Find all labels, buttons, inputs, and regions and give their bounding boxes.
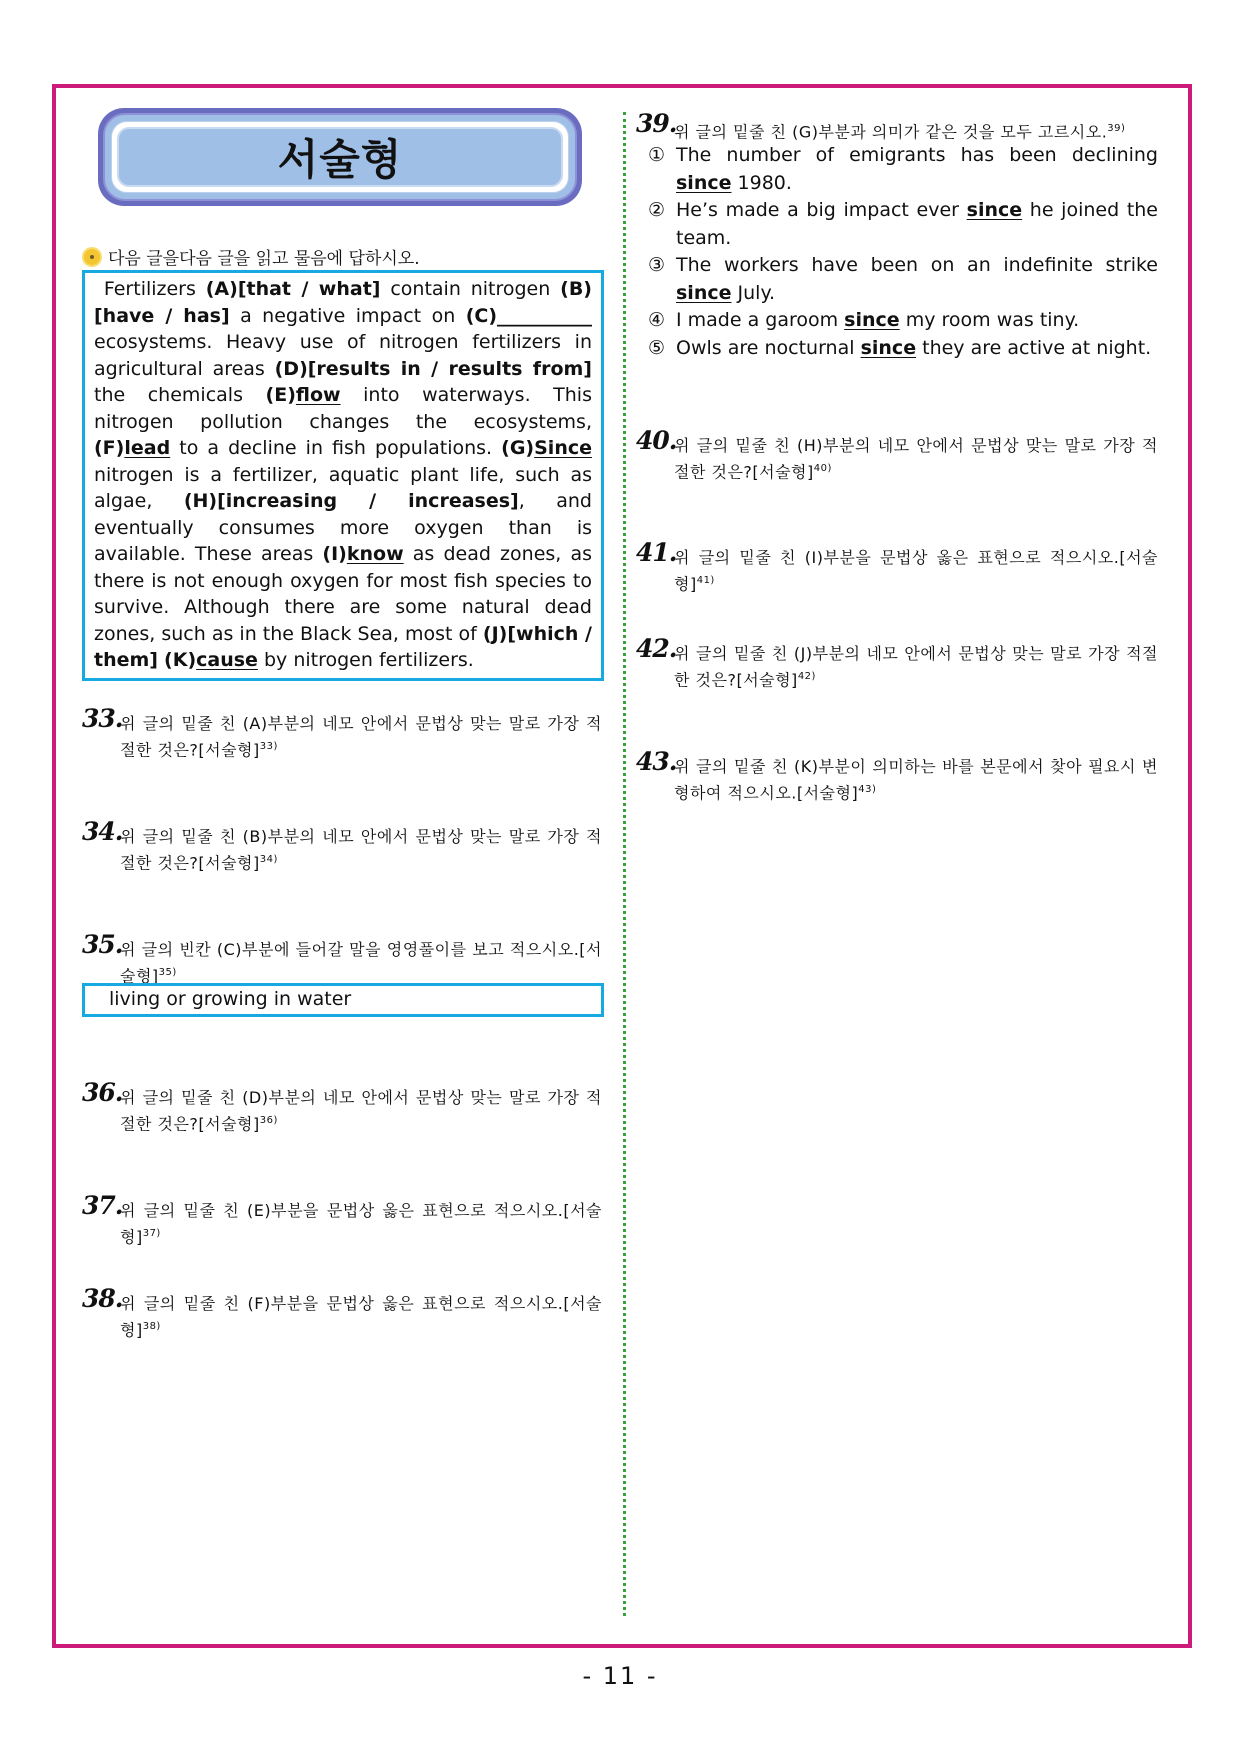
- page-number: - 11 -: [582, 1662, 658, 1690]
- footnote-ref: 33): [259, 741, 278, 752]
- option-text: The workers have been on an indefinite strike since July.: [676, 254, 1158, 304]
- option-text: He’s made a big impact ever since he joined the team.: [676, 199, 1159, 249]
- option-text: The number of emigrants has been declining since 1980.: [676, 144, 1158, 194]
- passage-text: contain nitrogen: [380, 278, 561, 300]
- footnote-ref: 40): [813, 463, 832, 474]
- instruction: [84, 244, 420, 269]
- question-text: 위 글의 밑줄 친 (A)부분의 네모 안에서 문법상 맞는 말로 가장 적절한 것은?[서술형]: [120, 714, 602, 760]
- question-text: 위 글의 빈칸 (C)부분에 들어갈 말을 영영풀이를 보고 적으시오.[서술형]: [120, 940, 602, 986]
- question-33: [82, 704, 602, 761]
- instruction-text: 다음 글을다음 글을 읽고 물음에 답하시오.: [108, 249, 420, 269]
- option-1: [648, 142, 1158, 197]
- question-text: 위 글의 밑줄 친 (H)부분의 네모 안에서 문법상 맞는 말로 가장 적절한 것은?[서술형]: [674, 436, 1158, 482]
- bold-choice: (H)[increasing / increases]: [183, 490, 519, 512]
- bold-choice: (K): [164, 649, 197, 671]
- footnote-ref: 39): [1107, 123, 1126, 134]
- flower-bullet-icon: [84, 249, 100, 265]
- question-text: 위 글의 밑줄 친 (D)부분의 네모 안에서 문법상 맞는 말로 가장 적절한 것은?[서술형]: [120, 1088, 602, 1134]
- reading-passage: [82, 270, 604, 681]
- passage-text: as dead zones, as there is not enough oxygen for most fish species to survive. Although there are some natural dead zones, such as in the Black Sea, most of: [94, 543, 592, 645]
- option-3: [648, 252, 1158, 307]
- bold-choice: (J)[which / them]: [94, 622, 592, 671]
- option-marker: ①: [648, 144, 666, 166]
- option-text: I made a garoom since my room was tiny.: [676, 309, 1080, 331]
- bold-choice: (B)[have / has]: [94, 278, 592, 327]
- question-39: [636, 109, 1158, 143]
- bold-choice: (I): [322, 543, 347, 565]
- question-text: 위 글의 밑줄 친 (E)부분을 문법상 옳은 표현으로 적으시오.[서술형]: [120, 1201, 602, 1247]
- question-number: 35.: [82, 930, 123, 959]
- passage-text: ecosystems. Heavy use of nitrogen fertilizers in agricultural areas: [94, 331, 592, 380]
- option-text: Owls are nocturnal since they are active at night.: [676, 336, 1152, 359]
- question-number: 43.: [636, 747, 677, 776]
- bold-choice: (D)[results in / results from]: [274, 357, 592, 380]
- keyword-since: since: [676, 281, 732, 304]
- question-number: 38.: [82, 1284, 123, 1313]
- question-35: [82, 930, 602, 987]
- question-34: [82, 817, 602, 874]
- option-marker: ⑤: [648, 336, 666, 359]
- footnote-ref: 35): [158, 967, 177, 978]
- keyword-since: since: [860, 336, 917, 359]
- question-text: 위 글의 밑줄 친 (G)부분과 의미가 같은 것을 모두 고르시오.: [674, 122, 1108, 142]
- question-37: [82, 1191, 602, 1248]
- passage-text: to a decline in fish populations.: [170, 437, 502, 459]
- column-divider: [623, 112, 626, 1616]
- bold-choice: (F): [94, 437, 125, 459]
- option-marker: ④: [648, 309, 666, 331]
- question-41: [636, 538, 1158, 595]
- footnote-ref: 38): [142, 1321, 161, 1332]
- question-number: 41.: [636, 538, 677, 567]
- passage-text: Fertilizers: [94, 278, 206, 300]
- footnote-ref: 34): [259, 854, 278, 865]
- question-text: 위 글의 밑줄 친 (F)부분을 문법상 옳은 표현으로 적으시오.[서술형]: [120, 1294, 602, 1340]
- question-36: [82, 1078, 602, 1135]
- passage-text: a negative impact on: [229, 304, 466, 327]
- question-number: 36.: [82, 1078, 123, 1107]
- bold-choice: (C)__________: [465, 304, 592, 327]
- underlined-target: Since: [534, 437, 592, 459]
- option-4: [648, 307, 1158, 335]
- passage-text: into waterways. This nitrogen pollution changes the ecosystems,: [94, 384, 592, 433]
- passage-text: , and eventually consumes more oxygen than is available. These areas: [94, 490, 592, 565]
- option-5: [648, 335, 1158, 363]
- question-42: [636, 634, 1158, 691]
- footnote-ref: 36): [259, 1115, 278, 1126]
- question-number: 40.: [636, 426, 677, 455]
- question-text: 위 글의 밑줄 친 (B)부분의 네모 안에서 문법상 맞는 말로 가장 적절한 것은?[서술형]: [120, 827, 602, 873]
- bold-choice: (E): [265, 384, 296, 406]
- underlined-target: flow: [295, 384, 341, 406]
- question-number: 39.: [636, 109, 677, 138]
- footnote-ref: 37): [142, 1228, 161, 1239]
- section-title-banner: [98, 108, 582, 206]
- passage-text: the chemicals: [94, 384, 266, 406]
- bold-choice: (A)[that / what]: [205, 278, 381, 300]
- passage-text: nitrogen is a fertilizer, aquatic plant life, such as algae,: [94, 463, 592, 512]
- option-marker: ③: [648, 254, 666, 276]
- question-text: 위 글의 밑줄 친 (K)부분이 의미하는 바를 본문에서 찾아 필요시 변형하여 적으시오.[서술형]: [674, 757, 1158, 803]
- option-marker: ②: [648, 199, 666, 221]
- section-title: 서술형: [117, 127, 563, 187]
- keyword-since: since: [676, 171, 732, 194]
- underlined-target: cause: [196, 649, 258, 671]
- question-38: [82, 1284, 602, 1341]
- question-40: [636, 426, 1158, 483]
- answer-options: [648, 142, 1158, 362]
- question-43: [636, 747, 1158, 804]
- question-text: 위 글의 밑줄 친 (I)부분을 문법상 옳은 표현으로 적으시오.[서술형]: [674, 548, 1158, 594]
- question-text: 위 글의 밑줄 친 (J)부분의 네모 안에서 문법상 맞는 말로 가장 적절한 것은?[서술형]: [674, 644, 1158, 690]
- keyword-since: since: [966, 199, 1023, 221]
- underlined-target: lead: [124, 437, 171, 459]
- footnote-ref: 42): [797, 671, 816, 682]
- option-2: [648, 197, 1158, 252]
- question-number: 42.: [636, 634, 677, 663]
- definition-hint-box: living or growing in water: [82, 983, 604, 1017]
- question-number: 34.: [82, 817, 123, 846]
- question-number: 33.: [82, 704, 123, 733]
- passage-text: by nitrogen fertilizers.: [257, 649, 474, 671]
- footnote-ref: 43): [858, 784, 877, 795]
- footnote-ref: 41): [696, 575, 715, 586]
- bold-choice: (G): [501, 437, 535, 459]
- underlined-target: know: [346, 543, 404, 565]
- question-number: 37.: [82, 1191, 123, 1220]
- keyword-since: since: [844, 309, 900, 331]
